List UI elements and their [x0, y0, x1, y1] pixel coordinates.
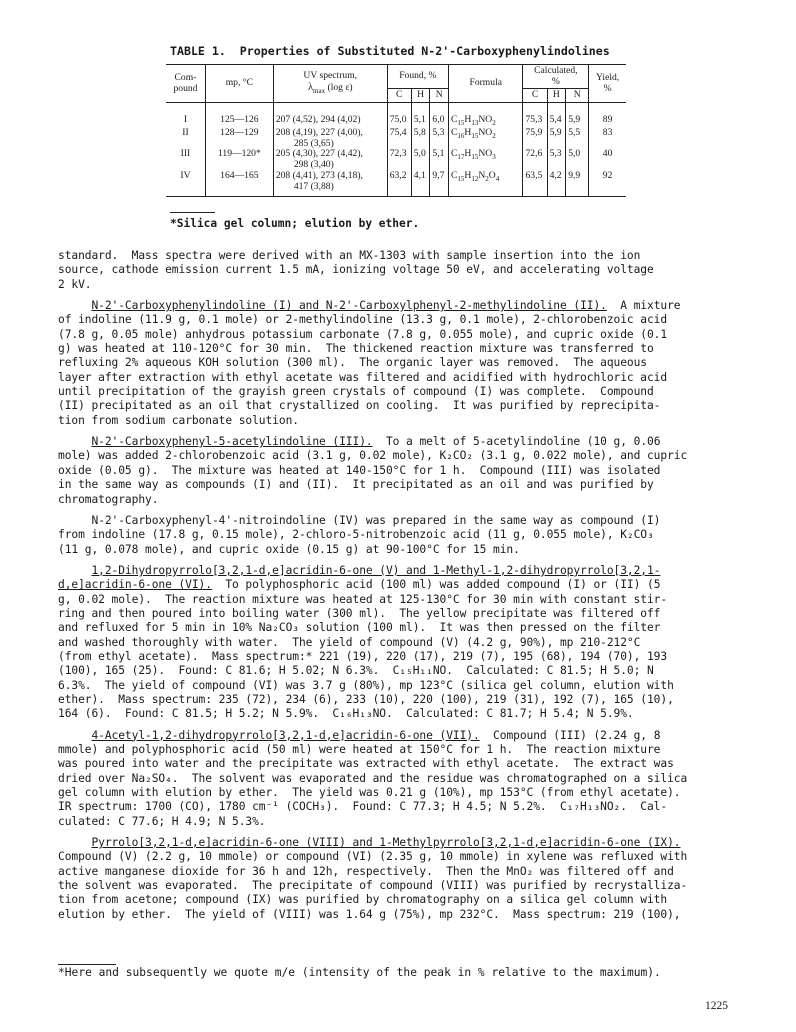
cell-mp: 119—120*	[205, 149, 273, 170]
cell-yield: 83	[589, 128, 626, 149]
formula-subscript: 17	[457, 153, 465, 162]
formula-element: H	[464, 169, 472, 181]
formula-element: C	[451, 114, 458, 126]
header-uv-line1: UV spectrum,	[303, 70, 358, 82]
cell-found-n: 6,0	[430, 103, 449, 128]
formula-element: O	[488, 169, 496, 181]
paragraph-compound-iii: N-2'-Carboxyphenyl-5-acetylindoline (III). To a melt of 5-acetylindoline (10 g, 0.06 mole) was added 2-chlorobenzoic acid (3.1 g, 0.02 mole), K₂CO₂ (3.1 g, 0.022 mole), and cupric oxide (0.05 g). The mixture was heated at 140-150°C for 1 h. Compound (III) was isolated in the same way as compounds (I) and (II). It precipitated as an oil and was purified by chromatography.	[58, 435, 688, 506]
formula-subscript: 2	[485, 174, 489, 183]
page-number: 1225	[705, 1000, 728, 1012]
cell-found-c: 75,0	[387, 103, 411, 128]
formula-element: C	[451, 148, 458, 160]
table-row	[166, 171, 626, 197]
cell-yield: 92	[589, 171, 626, 197]
uv-line: 207 (4,52), 294 (4,02)	[275, 114, 361, 126]
cell-mp: 125—126	[205, 103, 273, 128]
header-yield: Yield, %	[589, 65, 626, 103]
cell-formula	[449, 103, 523, 128]
line: standard. Mass spectra were derived with an MX-1303 with sample insertion into the ion	[58, 249, 641, 262]
formula-element: N	[478, 169, 486, 181]
cell-uv	[273, 171, 387, 197]
cell-compound: IV	[166, 171, 205, 197]
cell-found-h: 5,0	[411, 149, 430, 170]
cell-calc-c: 72,6	[523, 149, 547, 170]
section-heading-v-vi-cont: d,e]acridin-6-one (VI).	[58, 578, 212, 592]
cell-calc-n: 5,9	[566, 103, 589, 128]
header-mp: mp, °C	[205, 65, 273, 103]
formula-element: H	[464, 148, 472, 160]
header-calc-n: N	[566, 89, 589, 103]
cell-uv	[273, 103, 387, 128]
formula-element: C	[451, 126, 458, 138]
formula-element: C	[451, 169, 458, 181]
table-footnote-rule	[170, 212, 215, 213]
formula-subscript: 15	[457, 119, 465, 128]
paragraph-instrumentation	[58, 249, 758, 292]
cell-uv	[273, 149, 387, 170]
uv-line: 205 (4,30), 227 (4,42),	[275, 148, 363, 160]
header-compound: Com- pound	[166, 65, 205, 103]
cell-calc-c: 63,5	[523, 171, 547, 197]
line: source, cathode emission current 1.5 mA, ionizing voltage 50 eV, and accelerating voltage	[58, 263, 654, 277]
formula-subscript: 2	[492, 131, 496, 140]
formula-subscript: 15	[471, 153, 479, 162]
formula-subscript: 15	[457, 174, 465, 183]
cell-calc-n: 5,0	[566, 149, 589, 170]
formula-subscript: 3	[492, 153, 496, 162]
cell-formula	[449, 171, 523, 197]
table-row	[166, 149, 626, 170]
formula-element: NO	[478, 148, 493, 160]
footnote-rule	[58, 964, 116, 965]
header-found-n: N	[430, 89, 449, 103]
page-footnote: *Here and subsequently we quote m/e (intensity of the peak in % relative to the maximum).	[58, 966, 661, 979]
cell-formula	[449, 149, 523, 170]
cell-compound: III	[180, 148, 191, 160]
cell-found-h: 5,8	[411, 128, 430, 149]
cell-compound: I	[183, 114, 188, 126]
cell-calc-n: 9,9	[566, 171, 589, 197]
header-uv	[273, 65, 387, 103]
uv-line: 417 (3,88)	[293, 180, 334, 192]
header-found-h: H	[411, 89, 430, 103]
paragraph-compounds-v-vi: 1,2-Dihydropyrrolo[3,2,1-d,e]acridin-6-one (V) and 1-Methyl-1,2-dihydropyrrolo[3,2,1- d,e]acridin-6-one (VI). To polyphosphoric acid (100 ml) was added compound (I) or (II) (5 g, 0.02 mole). The reaction mixture was heated at 125-130°C for 30 min with constant stir- ring and then poured into boiling water (300 ml). The yellow precipitate was filtered off and refluxed for 5 min in 10% Na₂CO₃ solution (100 ml). It was then pressed on the filter and washed thoroughly with water. The yield of compound (V) (4.2 g, 90%), mp 210-212°C (from ethyl acetate). Mass spectrum:* 221 (19), 220 (17), 219 (7), 195 (68), 194 (70), 193 (100), 165 (25). Found: C 81.6; H 5.02; N 6.3%. C₁₅H₁₁NO. Calculated: C 81.5; H 5.0; N 6.3%. The yield of compound (VI) was 3.7 g (80%), mp 123°C (silica gel column, elution with ether). Mass spectrum: 235 (72), 234 (6), 233 (10), 220 (100), 219 (31), 192 (7), 165 (10), 164 (6). Found: C 81.5; H 5.2; N 5.9%. C₁₆H₁₃NO. Calculated: C 81.7; H 5.4; N 5.9%.	[58, 563, 674, 721]
uv-line: 208 (4,41), 273 (4,18),	[275, 169, 363, 181]
cell-found-h: 4,1	[411, 171, 430, 197]
formula-element: H	[464, 126, 472, 138]
cell-found-h: 5,1	[411, 103, 430, 128]
cell-calc-h: 5,9	[547, 128, 566, 149]
formula-element: NO	[478, 126, 493, 138]
line: 2 kV.	[58, 277, 92, 291]
paragraph-compounds-i-ii: N-2'-Carboxyphenylindoline (I) and N-2'-Carboxylphenyl-2-methylindoline (II). A mixture of indoline (11.9 g, 0.1 mole) or 2-methylindoline (13.3 g, 0.1 mole), 2-chlorobenzoic acid (7.8 g, 0.05 mole) anhydrous potassium carbonate (7.8 g, 0.055 mole), and cupric oxide (0.1 g) was heated at 110-120°C for 30 min. The thickened reaction mixture was transferred to refluxing 2% aqueous KOH solution (300 ml). The organic layer was removed. The aqueous layer after extraction with ethyl acetate was filtered and acidified with hydrochloric acid until precipitation of the grayish green crystals of compound (I) was complete. Compound (II) precipitated as an oil that crystallized on cooling. It was purified by reprecipita- tion from sodium carbonate solution.	[58, 299, 681, 427]
cell-calc-c: 75,9	[523, 128, 547, 149]
formula-subscript: 13	[471, 119, 479, 128]
formula-subscript: 4	[495, 174, 500, 183]
section-heading-i-ii: N-2'-Carboxyphenylindoline (I) and N-2'-Carboxylphenyl-2-methylindoline (II).	[91, 299, 607, 313]
formula-subscript: 15	[471, 131, 479, 140]
cell-calc-h: 4,2	[547, 171, 566, 197]
cell-mp: 128—129	[205, 128, 273, 149]
cell-mp: 164—165	[205, 171, 273, 197]
cell-found-n: 5,1	[430, 149, 449, 170]
paragraph-compound-vii: 4-Acetyl-1,2-dihydropyrrolo[3,2,1-d,e]acridin-6-one (VII). Compound (III) (2.24 g, 8 mmole) and polyphosphoric acid (50 ml) were heated at 150°C for 1 h. The reaction mixture was poured into water and the precipitate was extracted with ethyl acetate. The extract was dried over Na₂SO₄. The solvent was evaporated and the residue was chromatographed on a silica gel column with elution by ether. The yield was 0.21 g (10%), mp 153°C (from ethyl acetate). IR spectrum: 1700 (CO), 1780 cm⁻¹ (COCH₃). Found: C 77.3; H 4.5; N 5.2%. C₁₇H₁₃NO₂. Cal- culated: C 77.6; H 4.9; N 5.3%.	[58, 728, 688, 828]
section-heading-vii: 4-Acetyl-1,2-dihydropyrrolo[3,2,1-d,e]acridin-6-one (VII).	[91, 728, 480, 742]
cell-yield: 89	[589, 103, 626, 128]
formula-element: H	[464, 114, 472, 126]
header-formula: Formula	[449, 65, 523, 103]
uv-line: 298 (3,40)	[293, 159, 334, 171]
table-row	[166, 103, 626, 128]
table-body	[166, 103, 626, 197]
cell-calc-n: 5,5	[566, 128, 589, 149]
cell-formula	[449, 128, 523, 149]
cell-yield: 40	[589, 149, 626, 170]
header-found: Found, %	[387, 65, 448, 89]
properties-table	[166, 64, 626, 197]
formula-subscript: 12	[471, 174, 479, 183]
section-heading-v-vi: 1,2-Dihydropyrrolo[3,2,1-d,e]acridin-6-one (V) and 1-Methyl-1,2-dihydropyrrolo[3,2,1-	[91, 563, 661, 577]
header-calc-h: H	[547, 89, 566, 103]
formula-subscript: 16	[457, 131, 465, 140]
section-heading-iii: N-2'-Carboxyphenyl-5-acetylindoline (III).	[91, 435, 373, 449]
formula-element: NO	[478, 114, 493, 126]
cell-found-n: 9,7	[430, 171, 449, 197]
header-calculated: Calculated, %	[523, 65, 589, 89]
cell-calc-h: 5,4	[547, 103, 566, 128]
properties-table-grid	[166, 64, 626, 197]
cell-found-c: 63,2	[387, 171, 411, 197]
lambda-max-subscript: max	[313, 87, 326, 95]
formula-subscript: 2	[492, 119, 496, 128]
cell-found-c: 72,3	[387, 149, 411, 170]
cell-compound: II	[182, 126, 189, 138]
table-footnote: *Silica gel column; elution by ether.	[170, 217, 420, 230]
cell-calc-c: 75,3	[523, 103, 547, 128]
body-text	[58, 249, 758, 929]
table-row	[166, 128, 626, 149]
uv-line: 285 (3,65)	[293, 137, 334, 149]
paragraph-compound-iv: N-2'-Carboxyphenyl-4'-nitroindoline (IV) was prepared in the same way as compound (I) from indoline (17.8 g, 0.15 mole), 2-chloro-5-nitrobenzoic acid (11 g, 0.055 mole), K₂CO₃ (11 g, 0.078 mole), and cupric oxide (0.15 g) at 90-100°C for 15 min.	[58, 513, 661, 556]
uv-line: 208 (4,19), 227 (4,00),	[275, 126, 363, 138]
section-heading-viii-ix: Pyrrolo[3,2,1-d,e]acridin-6-one (VIII) and 1-Methylpyrrolo[3,2,1-d,e]acridin-6-one (IX).	[91, 836, 681, 850]
cell-found-c: 75,4	[387, 128, 411, 149]
table-title: TABLE 1. Properties of Substituted N-2'-Carboxyphenylindolines	[170, 44, 610, 58]
paragraph-compounds-viii-ix: Pyrrolo[3,2,1-d,e]acridin-6-one (VIII) and 1-Methylpyrrolo[3,2,1-d,e]acridin-6-one (IX). Compound (V) (2.2 g, 10 mmole) or compound (VI) (2.35 g, 10 mmole) in xylene was refluxed with active manganese dioxide for 36 h and 12h, respectively. Then the MnO₂ was filtered off and the solvent was evaporated. The precipitate of compound (VIII) was purified by recrystalliza- tion from acetone; compound (IX) was purified by chromatography on a silica gel column with elution by ether. The yield of (VIII) was 1.64 g (75%), mp 232°C. Mass spectrum: 219 (100),	[58, 836, 688, 921]
cell-calc-h: 5,3	[547, 149, 566, 170]
cell-uv	[273, 128, 387, 149]
header-uv-log: (log ε)	[327, 82, 353, 94]
header-found-c: C	[387, 89, 411, 103]
header-calc-c: C	[523, 89, 547, 103]
lambda-symbol: λ	[307, 82, 314, 94]
cell-found-n: 5,3	[430, 128, 449, 149]
